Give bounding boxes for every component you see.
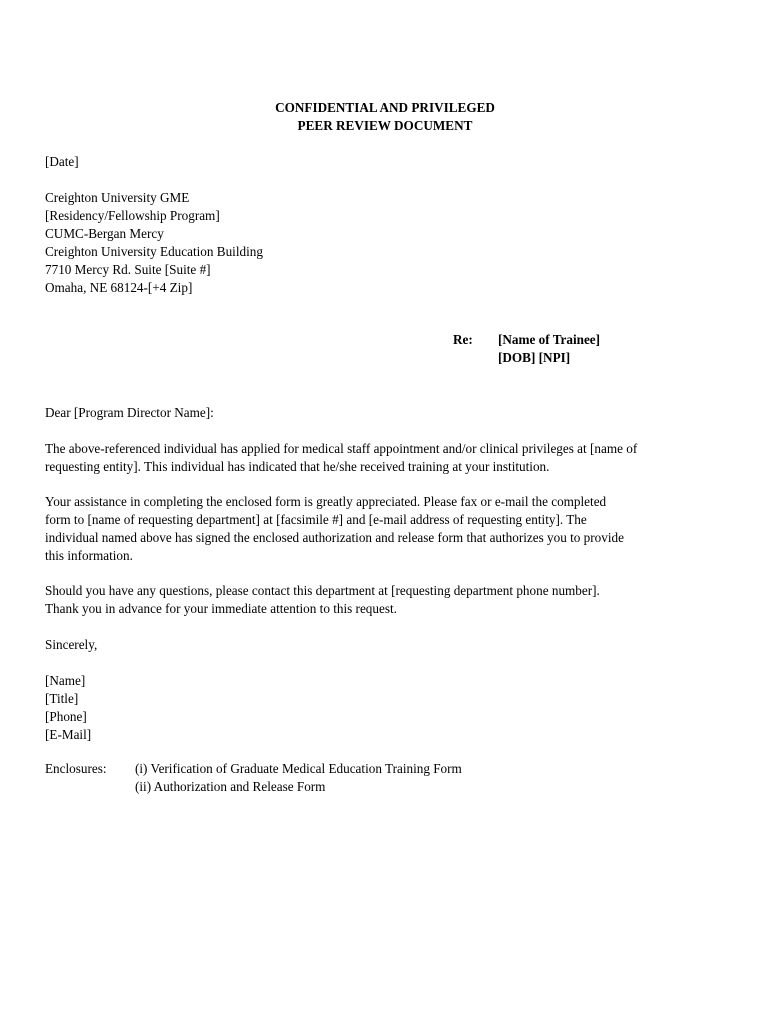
paragraph-line: form to [name of requesting department] at [facsimile #] and [e-mail address of requesting entity]. The <box>45 512 587 527</box>
re-trainee-name: [Name of Trainee] <box>498 332 601 347</box>
address-line: CUMC-Bergan Mercy <box>45 226 164 241</box>
paragraph-line: Your assistance in completing the enclosed form is greatly appreciated. Please fax or e-mail the completed <box>45 494 607 509</box>
enclosure-item: (i) Verification of Graduate Medical Education Training Form <box>135 761 462 776</box>
paragraph-2 <box>45 493 735 565</box>
header-line-peer-review: PEER REVIEW DOCUMENT <box>297 118 473 133</box>
address-line: [Residency/Fellowship Program] <box>45 208 220 223</box>
enclosure-item: (ii) Authorization and Release Form <box>135 779 326 794</box>
signature-phone: [Phone] <box>45 709 87 724</box>
address-line: Creighton University Education Building <box>45 244 263 259</box>
re-label: Re: <box>453 332 473 347</box>
enclosures-label: Enclosures: <box>45 761 107 776</box>
paragraph-line: this information. <box>45 548 133 563</box>
document-header <box>0 99 770 135</box>
signature-title: [Title] <box>45 691 79 706</box>
address-line: Omaha, NE 68124-[+4 Zip] <box>45 280 193 295</box>
address-line: 7710 Mercy Rd. Suite [Suite #] <box>45 262 211 277</box>
recipient-address <box>45 189 735 297</box>
paragraph-line: individual named above has signed the enclosed authorization and release form that authorizes you to provide <box>45 530 624 545</box>
address-line: Creighton University GME <box>45 190 190 205</box>
signature-email: [E-Mail] <box>45 727 92 742</box>
paragraph-line: requesting entity]. This individual has indicated that he/she received training at your institution. <box>45 459 550 474</box>
salutation: Dear [Program Director Name]: <box>45 405 214 420</box>
closing: Sincerely, <box>45 637 98 652</box>
date-line: [Date] <box>45 154 79 169</box>
signature-name: [Name] <box>45 673 86 688</box>
signature-block <box>45 672 735 744</box>
re-dob-npi: [DOB] [NPI] <box>498 350 571 365</box>
paragraph-1 <box>45 440 735 476</box>
paragraph-line: Thank you in advance for your immediate attention to this request. <box>45 601 397 616</box>
paragraph-3 <box>45 582 735 618</box>
paragraph-line: Should you have any questions, please contact this department at [requesting department phone number]. <box>45 583 600 598</box>
paragraph-line: The above-referenced individual has applied for medical staff appointment and/or clinical privileges at [name of <box>45 441 638 456</box>
header-line-confidential: CONFIDENTIAL AND PRIVILEGED <box>275 100 495 115</box>
